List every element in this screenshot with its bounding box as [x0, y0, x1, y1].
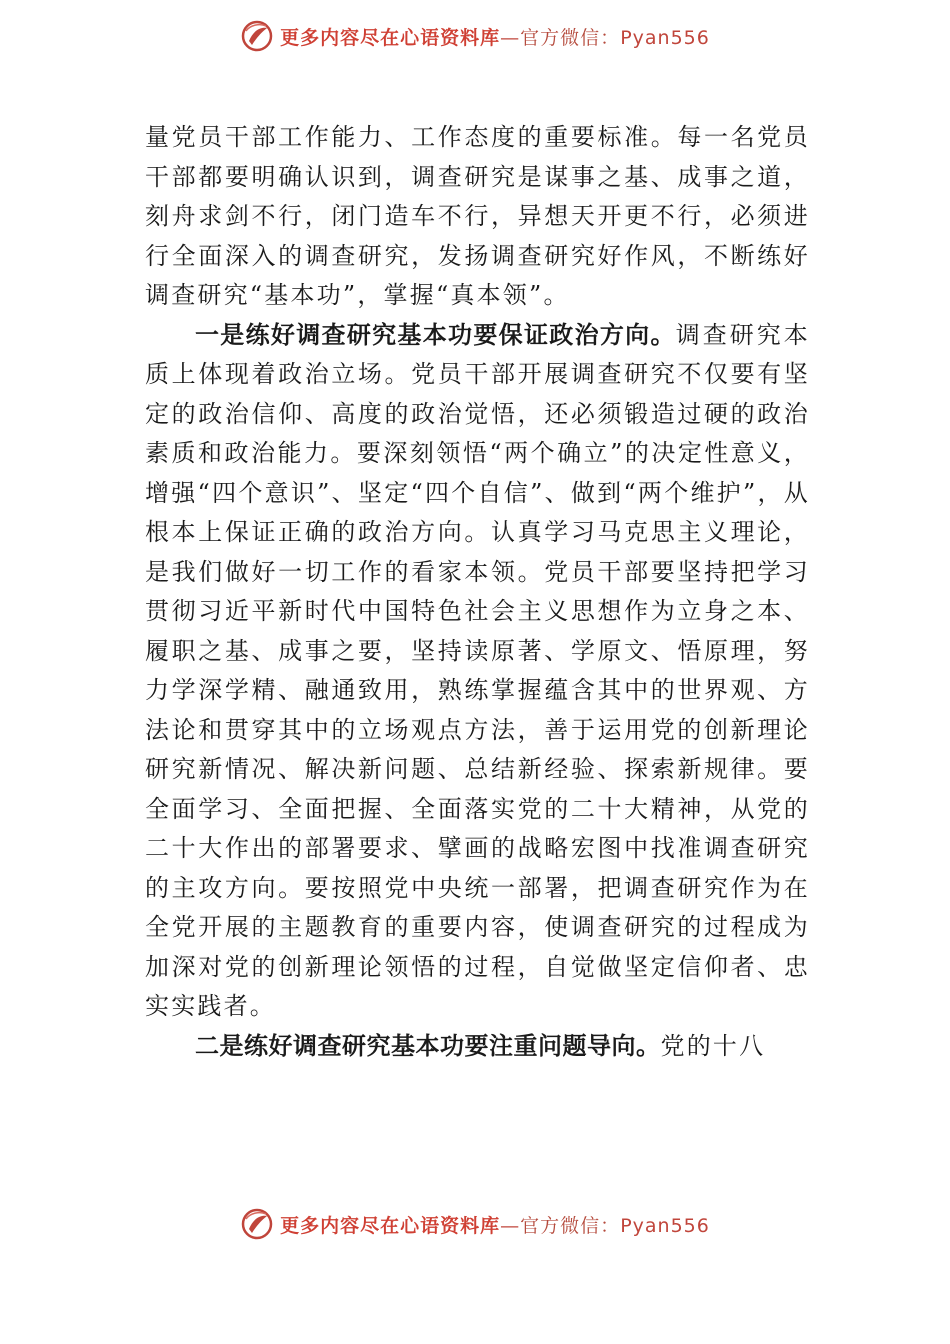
banner-dash: — [500, 26, 521, 49]
paragraph-3 [145, 1027, 810, 1067]
logo-icon [240, 19, 274, 53]
paragraph-2-text: 调查研究本质上体现着政治立场。党员干部开展调查研究不仅要有坚定的政治信仰、高度的政治觉悟，还必须锻造过硬的政治素质和政治能力。要深刻领悟“两个确立”的决定性意义，增强“四个意识”、坚定“四个自信”、做到“两个维护”，从根本上保证正确的政治方向。认真学习马克思主义理论，是我们做好一切工作的看家本领。党员干部要坚持把学习贯彻习近平新时代中国特色社会主义思想作为立身之本、履职之基、成事之要，坚持读原著、学原文、悟原理，努力学深学精、融通致用，熟练掌握蕴含其中的世界观、方法论和贯穿其中的立场观点方法，善于运用党的创新理论研究新情况、解决新问题、总结新经验、探索新规律。要全面学习、全面把握、全面落实党的二十大精神，从党的二十大作出的部署要求、擘画的战略宏图中找准调查研究的主攻方向。要按照党中央统一部署，把调查研究作为在全党开展的主题教育的重要内容，使调查研究的过程成为加深对党的创新理论领悟的过程，自觉做坚定信仰者、忠实实践者。 [145, 320, 810, 1020]
paragraph-3-text: 党的十八 [660, 1031, 766, 1060]
logo-icon [240, 1207, 274, 1241]
paragraph-2 [145, 316, 810, 1027]
banner-dash: — [500, 1214, 521, 1237]
paragraph-2-heading: 一是练好调查研究基本功要保证政治方向。 [195, 320, 676, 349]
banner-id: Pyan556 [620, 1214, 710, 1237]
banner-main: 更多内容尽在心语资料库 [280, 26, 501, 49]
banner-text [280, 23, 710, 50]
banner-sub: 官方微信： [520, 26, 621, 49]
footer-banner [0, 1202, 950, 1246]
banner-sub: 官方微信： [520, 1214, 621, 1237]
paragraph-1: 量党员干部工作能力、工作态度的重要标准。每一名党员干部都要明确认识到，调查研究是谋事之基、成事之道，刻舟求剑不行，闭门造车不行，异想天开更不行，必须进行全面深入的调查研究，发扬调查研究好作风，不断练好调查研究“基本功”，掌握“真本领”。 [145, 123, 810, 309]
banner-text [280, 1211, 710, 1238]
paragraph-3-heading: 二是练好调查研究基本功要注重问题导向。 [195, 1031, 661, 1060]
document-body [145, 118, 810, 1066]
header-banner [0, 14, 950, 58]
banner-id: Pyan556 [620, 26, 710, 49]
banner-main: 更多内容尽在心语资料库 [280, 1214, 501, 1237]
